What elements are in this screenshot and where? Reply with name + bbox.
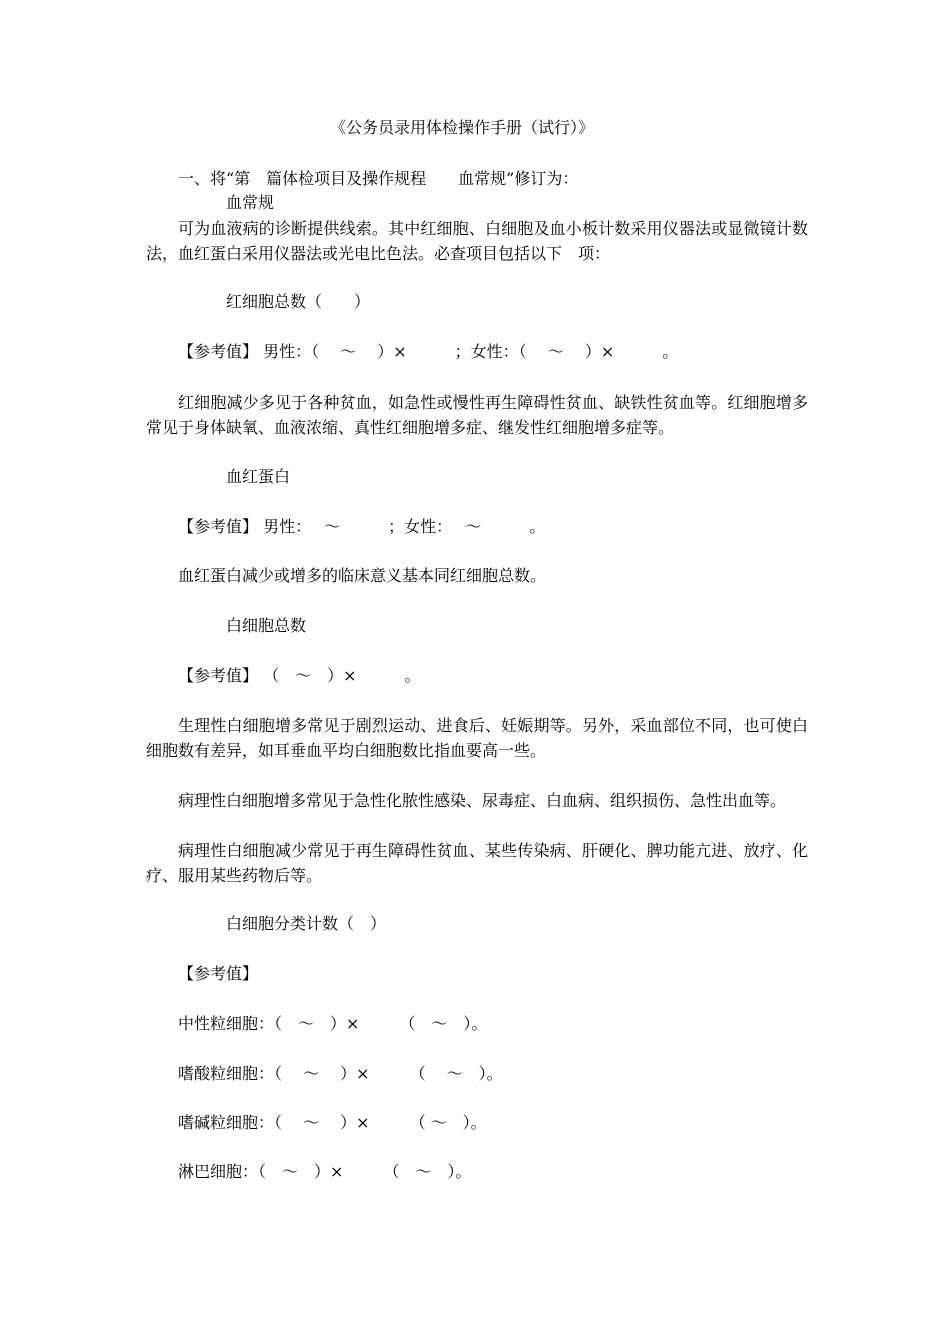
wbc-reference: 【参考值】 （ ～ ）× 。 [178, 666, 421, 685]
rbc-reference: 【参考值】 男性：（ ～ ）× ；女性：（ ～ ）× 。 [178, 342, 679, 361]
wbc-note-increase: 病理性白细胞增多常见于急性化脓性感染、尿毒症、白血病、组织损伤、急性出血等。 [178, 791, 787, 810]
hgb-reference: 【参考值】 男性： ～ ；女性： ～ 。 [178, 517, 546, 536]
wbc-heading: 白细胞总数 [226, 616, 307, 635]
diff-item-basophil: 嗜碱粒细胞：（ ～ ）× （ ～ ）。 [178, 1113, 487, 1132]
diff-item-eosinophil: 嗜酸粒细胞：（ ～ ）× （ ～ ）。 [178, 1064, 503, 1083]
subheading: 血常规 [226, 193, 275, 212]
hgb-heading: 血红蛋白 [226, 467, 291, 486]
section-heading: 一、将“第 篇体检项目及操作规程 血常规”修订为： [178, 169, 579, 188]
document-title: 《公务员录用体检操作手册（试行）》 [330, 118, 595, 137]
wbc-note-decrease: 病理性白细胞减少常见于再生障碍性贫血、某些传染病、肝硬化、脾功能亢进、放疗、化疗、服用某些药物后等。 [146, 841, 808, 885]
wbc-note-physiological: 生理性白细胞增多常见于剧烈运动、进食后、妊娠期等。另外，采血部位不同，也可使白细胞数有差异，如耳垂血平均白细胞数比指血要高一些。 [146, 716, 808, 760]
rbc-heading: 红细胞总数（ ） [226, 292, 371, 311]
hgb-note: 血红蛋白减少或增多的临床意义基本同红细胞总数。 [178, 566, 547, 585]
diff-heading: 白细胞分类计数（ ） [226, 914, 387, 933]
diff-reference-label: 【参考值】 [178, 964, 259, 983]
intro-paragraph: 可为血液病的诊断提供线索。其中红细胞、白细胞及血小板计数采用仪器法或显微镜计数法，血红蛋白采用仪器法或光电比色法。必查项目包括以下 项： [146, 219, 808, 263]
diff-item-neutrophil: 中性粒细胞：（ ～ ）× （ ～ ）。 [178, 1014, 488, 1033]
rbc-note: 红细胞减少多见于各种贫血，如急性或慢性再生障碍性贫血、缺铁性贫血等。红细胞增多常见于身体缺氧、血液浓缩、真性红细胞增多症、继发性红细胞增多症等。 [146, 393, 808, 437]
diff-item-lymphocyte: 淋巴细胞：（ ～ ）× （ ～ ）。 [178, 1162, 472, 1181]
